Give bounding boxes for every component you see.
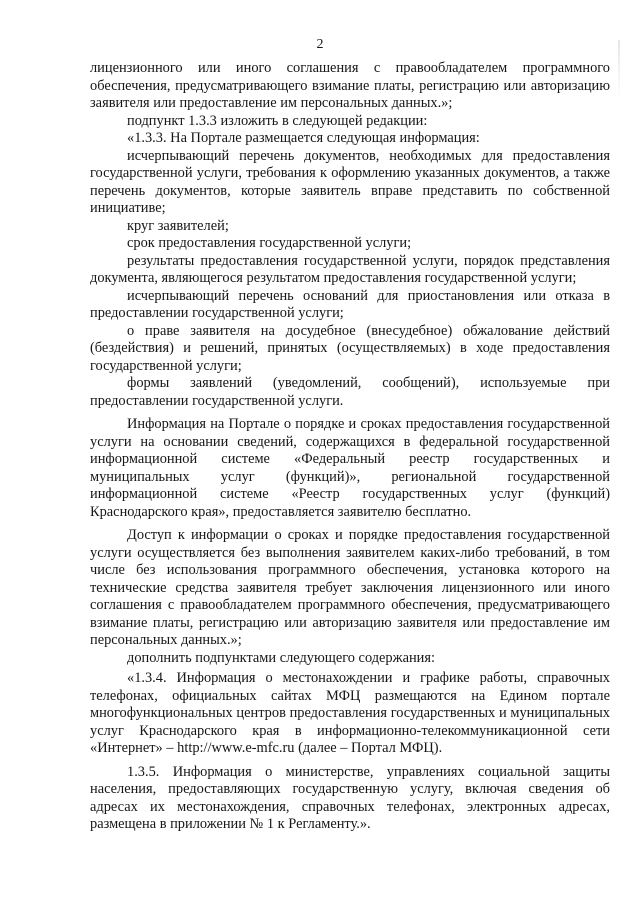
paragraph-continuation: лицензионного или иного соглашения с правообладателем программного обеспечения, предусматривающего взимание платы, регистрацию или авторизацию заявителя или предоставление им персональных данных.»; xyxy=(90,60,610,111)
scan-artifact xyxy=(618,40,620,100)
paragraph-add-subsections: дополнить подпунктами следующего содержания: xyxy=(127,649,435,666)
paragraph-refusal-grounds: исчерпывающий перечень оснований для приостановления или отказа в предоставлении государственной услуги; xyxy=(90,287,610,321)
paragraph-section-1-3-4: «1.3.4. Информация о местонахождении и графике работы, справочных телефонах, официальных сайтах МФЦ размещаются на Едином портале многофункциональных центров предоставления государственных и муниципальных услуг Краснодарского края в информационно-телекоммуникационной сети «Интернет» – http://www.e-mfc.ru (далее – Портал МФЦ). xyxy=(90,670,610,756)
paragraph-portal-info: Информация на Портале о порядке и сроках предоставления государственной услуги на основании сведений, содержащихся в федеральной государственной информационной системе «Федеральный реестр государственных и муниципальных услуг (функций)», региональной государственной информационной системе «Реестр государственных услуг (функций) Краснодарского края», предоставляется заявителю бесплатно. xyxy=(90,416,610,520)
paragraph-documents-list: исчерпывающий перечень документов, необходимых для предоставления государственной услуги, требования к оформлению указанных документов, а также перечень документов, которые заявитель вправе представить по собственной инициативе; xyxy=(90,147,610,216)
paragraph-section-1-3-3: «1.3.3. На Портале размещается следующая информация: xyxy=(127,130,480,146)
page-number: 2 xyxy=(316,37,324,52)
paragraph-access-info: Доступ к информации о сроках и порядке предоставления государственной услуги осуществляется без выполнения заявителем каких-либо требований, в том числе без использования программного обеспечения, установка которого на технические средства заявителя требует заключения лицензионного или иного соглашения с правообладателем программного обеспечения, предусматривающего взимание платы, регистрацию или авторизацию заявителя или предоставление им персональных данных.»; xyxy=(90,527,610,648)
paragraph-service-results: результаты предоставления государственной услуги, порядок представления документа, являющегося результатом предоставления государственной услуги; xyxy=(90,252,610,286)
paragraph-amendment-intro: подпункт 1.3.3 изложить в следующей редакции: xyxy=(127,112,428,129)
paragraph-application-forms: формы заявлений (уведомлений, сообщений), используемые при предоставлении государственной услуги. xyxy=(90,375,610,409)
paragraph-section-1-3-5: 1.3.5. Информация о министерстве, управлениях социальной защиты населения, предоставляющих государственную услугу, включая сведения об адресах их местонахождения, справочных телефонах, электронных адресах, размещена в приложении № 1 к Регламенту.». xyxy=(90,763,610,832)
document-body xyxy=(90,60,610,834)
paragraph-appeal-right: о праве заявителя на досудебное (внесудебное) обжалование действий (бездействия) и решений, принятых (осуществляемых) в ходе предоставления государственной услуги; xyxy=(90,322,610,374)
paragraph-service-term: срок предоставления государственной услуги; xyxy=(127,235,412,251)
paragraph-applicants: круг заявителей; xyxy=(127,217,229,234)
